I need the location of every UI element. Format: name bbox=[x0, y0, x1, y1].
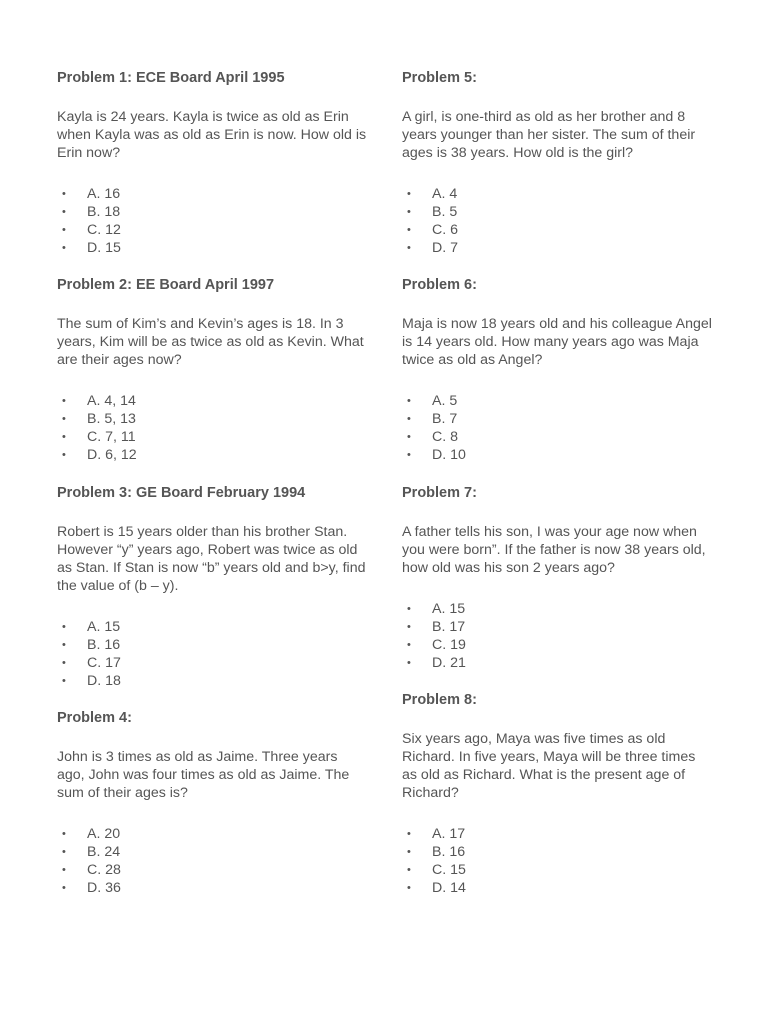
answer-options bbox=[57, 392, 367, 464]
option-item bbox=[57, 618, 367, 636]
option-item bbox=[402, 221, 712, 239]
option-item bbox=[402, 410, 712, 428]
option-label: A. 4, 14 bbox=[87, 393, 136, 409]
bullet-icon: • bbox=[62, 449, 66, 461]
option-item bbox=[402, 843, 712, 861]
problem-title: Problem 5: bbox=[402, 70, 477, 86]
problem-text: The sum of Kim’s and Kevin’s ages is 18. In 3 years, Kim will be as twice as old as Kevin. What are their ages now? bbox=[57, 316, 364, 368]
bullet-icon: • bbox=[62, 846, 66, 858]
option-label: B. 16 bbox=[432, 844, 466, 860]
option-item bbox=[57, 203, 367, 221]
option-label: C. 17 bbox=[87, 655, 121, 671]
problem-title: Problem 1: ECE Board April 1995 bbox=[57, 70, 285, 86]
option-label: D. 36 bbox=[87, 880, 121, 896]
answer-options bbox=[402, 185, 712, 257]
answer-options bbox=[402, 392, 712, 464]
option-item bbox=[402, 879, 712, 897]
option-item bbox=[402, 446, 712, 464]
option-item bbox=[402, 825, 712, 843]
option-label: A. 15 bbox=[432, 601, 466, 617]
option-item bbox=[402, 618, 712, 636]
problem-text: Maja is now 18 years old and his colleague Angel is 14 years old. How many years ago was Maja twice as old as Angel? bbox=[402, 316, 712, 368]
option-label: C. 7, 11 bbox=[87, 429, 136, 445]
bullet-icon: • bbox=[62, 206, 66, 218]
problem-text: Robert is 15 years older than his brother Stan. However “y” years ago, Robert was twice as old as Stan. If Stan is now “b” years old and b>y, find the value of (b – y). bbox=[57, 524, 366, 594]
option-item bbox=[57, 825, 367, 843]
bullet-icon: • bbox=[407, 188, 411, 200]
option-item bbox=[57, 654, 367, 672]
answer-options bbox=[402, 825, 712, 897]
problem-6 bbox=[402, 276, 712, 464]
bullet-icon: • bbox=[62, 657, 66, 669]
option-item bbox=[57, 636, 367, 654]
answer-options bbox=[57, 618, 367, 690]
bullet-icon: • bbox=[407, 828, 411, 840]
option-label: B. 7 bbox=[432, 411, 458, 427]
problem-text: Kayla is 24 years. Kayla is twice as old as Erin when Kayla was as old as Erin is now. How old is Erin now? bbox=[57, 109, 367, 161]
bullet-icon: • bbox=[407, 242, 411, 254]
bullet-icon: • bbox=[407, 882, 411, 894]
bullet-icon: • bbox=[407, 224, 411, 236]
problem-text: Six years ago, Maya was five times as old Richard. In five years, Maya will be three times as old as Richard. What is the present age of Richard? bbox=[402, 731, 696, 801]
option-label: A. 17 bbox=[432, 826, 466, 842]
option-item bbox=[402, 203, 712, 221]
option-item bbox=[402, 428, 712, 446]
answer-options bbox=[402, 600, 712, 672]
option-label: C. 19 bbox=[432, 637, 466, 653]
problem-title: Problem 8: bbox=[402, 692, 477, 708]
option-label: C. 12 bbox=[87, 222, 121, 238]
bullet-icon: • bbox=[62, 431, 66, 443]
option-label: B. 16 bbox=[87, 637, 121, 653]
problem-text: A father tells his son, I was your age now when you were born”. If the father is now 38 years old, how old was his son 2 years ago? bbox=[402, 524, 706, 576]
option-label: C. 8 bbox=[432, 429, 459, 445]
bullet-icon: • bbox=[407, 657, 411, 669]
bullet-icon: • bbox=[407, 206, 411, 218]
option-item bbox=[57, 185, 367, 203]
option-label: D. 21 bbox=[432, 655, 466, 671]
option-label: C. 28 bbox=[87, 862, 121, 878]
option-item bbox=[402, 392, 712, 410]
answer-options bbox=[57, 825, 367, 897]
bullet-icon: • bbox=[407, 413, 411, 425]
option-label: A. 16 bbox=[87, 186, 121, 202]
bullet-icon: • bbox=[407, 603, 411, 615]
option-label: A. 20 bbox=[87, 826, 121, 842]
bullet-icon: • bbox=[62, 882, 66, 894]
bullet-icon: • bbox=[62, 242, 66, 254]
problem-2 bbox=[57, 276, 367, 464]
problem-title: Problem 3: GE Board February 1994 bbox=[57, 485, 306, 501]
option-label: D. 7 bbox=[432, 240, 459, 256]
bullet-icon: • bbox=[407, 449, 411, 461]
option-label: C. 6 bbox=[432, 222, 459, 238]
bullet-icon: • bbox=[407, 431, 411, 443]
bullet-icon: • bbox=[407, 864, 411, 876]
option-label: D. 10 bbox=[432, 447, 466, 463]
option-item bbox=[402, 861, 712, 879]
bullet-icon: • bbox=[62, 413, 66, 425]
problem-text: A girl, is one-third as old as her brother and 8 years younger than her sister. The sum of their ages is 38 years. How old is the girl? bbox=[402, 109, 696, 161]
option-item bbox=[402, 654, 712, 672]
option-label: B. 18 bbox=[87, 204, 121, 220]
problem-4 bbox=[57, 709, 367, 897]
bullet-icon: • bbox=[62, 639, 66, 651]
option-item bbox=[57, 239, 367, 257]
option-item bbox=[402, 239, 712, 257]
option-item bbox=[57, 861, 367, 879]
bullet-icon: • bbox=[407, 621, 411, 633]
option-label: B. 5, 13 bbox=[87, 411, 136, 427]
problem-title: Problem 2: EE Board April 1997 bbox=[57, 277, 275, 293]
option-label: A. 15 bbox=[87, 619, 121, 635]
bullet-icon: • bbox=[407, 395, 411, 407]
option-item bbox=[57, 428, 367, 446]
option-label: D. 14 bbox=[432, 880, 466, 896]
option-item bbox=[57, 446, 367, 464]
option-item bbox=[402, 600, 712, 618]
option-label: A. 4 bbox=[432, 186, 458, 202]
bullet-icon: • bbox=[62, 864, 66, 876]
bullet-icon: • bbox=[62, 621, 66, 633]
option-item bbox=[57, 843, 367, 861]
problem-1 bbox=[57, 69, 367, 257]
option-label: C. 15 bbox=[432, 862, 466, 878]
option-label: B. 24 bbox=[87, 844, 121, 860]
option-item bbox=[402, 185, 712, 203]
option-label: B. 5 bbox=[432, 204, 458, 220]
problem-title: Problem 7: bbox=[402, 485, 477, 501]
bullet-icon: • bbox=[407, 846, 411, 858]
problem-title: Problem 6: bbox=[402, 277, 477, 293]
problem-3 bbox=[57, 484, 367, 690]
option-item bbox=[402, 636, 712, 654]
option-label: B. 17 bbox=[432, 619, 466, 635]
option-label: D. 15 bbox=[87, 240, 121, 256]
bullet-icon: • bbox=[62, 224, 66, 236]
bullet-icon: • bbox=[62, 828, 66, 840]
bullet-icon: • bbox=[62, 395, 66, 407]
problem-8 bbox=[402, 691, 712, 897]
bullet-icon: • bbox=[62, 675, 66, 687]
answer-options bbox=[57, 185, 367, 257]
option-item bbox=[57, 410, 367, 428]
option-label: D. 18 bbox=[87, 673, 121, 689]
option-item bbox=[57, 672, 367, 690]
option-label: A. 5 bbox=[432, 393, 458, 409]
bullet-icon: • bbox=[62, 188, 66, 200]
problem-5 bbox=[402, 69, 712, 257]
option-label: D. 6, 12 bbox=[87, 447, 137, 463]
option-item bbox=[57, 392, 367, 410]
option-item bbox=[57, 879, 367, 897]
problem-text: John is 3 times as old as Jaime. Three years ago, John was four times as old as Jaime. The sum of their ages is? bbox=[57, 749, 350, 801]
problem-title: Problem 4: bbox=[57, 710, 132, 726]
option-item bbox=[57, 221, 367, 239]
problem-7 bbox=[402, 484, 712, 672]
bullet-icon: • bbox=[407, 639, 411, 651]
